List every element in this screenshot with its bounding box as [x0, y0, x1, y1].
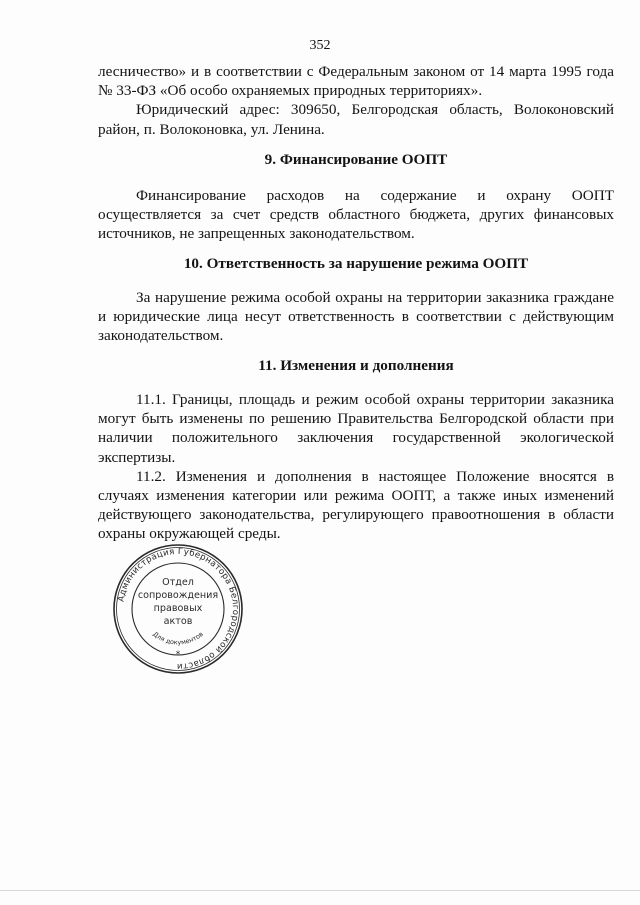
section-11-paragraph-1: 11.1. Границы, площадь и режим особой охраны территории заказника могут быть изменены по решению Правительства Белгородской области при наличии положительного заключения государственной экологической экспертизы.	[98, 391, 614, 466]
stamp-outer-text-path: Администрация Губернатора Белгородской области	[116, 546, 241, 672]
section-10-heading: 10. Ответственность за нарушение режима ООПТ	[183, 255, 529, 272]
page-number: 352	[309, 38, 331, 53]
stamp-inner-arc-text	[151, 630, 205, 647]
section-9-heading: 9. Финансирование ООПТ	[264, 151, 448, 168]
section-10-paragraph: За нарушение режима особой охраны на территории заказника граждане и юридические лица несут ответственность в соответствии с действующим законодательством.	[98, 289, 614, 345]
page-bottom-edge	[0, 890, 640, 891]
stamp-line-1: Отдел	[162, 577, 194, 588]
stamp-star: *	[175, 650, 181, 660]
section-11-paragraph-2: 11.2. Изменения и дополнения в настоящее Положение вносятся в случаях изменения категории или режима ООПТ, а также иных изменений действующего законодательства, регулирующего правоотношения в области охраны окружающей среды.	[98, 467, 614, 543]
section-11-text	[98, 390, 614, 544]
section-9-text	[98, 186, 614, 244]
stamp-line-4: актов	[163, 616, 193, 627]
section-9-paragraph: Финансирование расходов на содержание и охрану ООПТ осуществляется за счет средств областного бюджета, других финансовых источников, не запрещенных законодательством.	[98, 187, 614, 243]
intro-text	[98, 62, 614, 139]
intro-paragraph-law: лесничество» и в соответствии с Федеральным законом от 14 марта 1995 года № 33-ФЗ «Об особо охраняемых природных территориях».	[98, 63, 614, 100]
stamp-inner-arc-path: Для документов	[151, 630, 205, 647]
section-10-text	[98, 288, 614, 346]
stamp-line-3: правовых	[153, 603, 203, 614]
intro-paragraph-address: Юридический адрес: 309650, Белгородская область, Волоконовский район, п. Волоконовка, ул. Ленина.	[98, 101, 614, 138]
official-stamp	[112, 543, 244, 675]
stamp-line-2: сопровождения	[137, 590, 219, 601]
section-11-heading: 11. Изменения и дополнения	[258, 357, 454, 374]
